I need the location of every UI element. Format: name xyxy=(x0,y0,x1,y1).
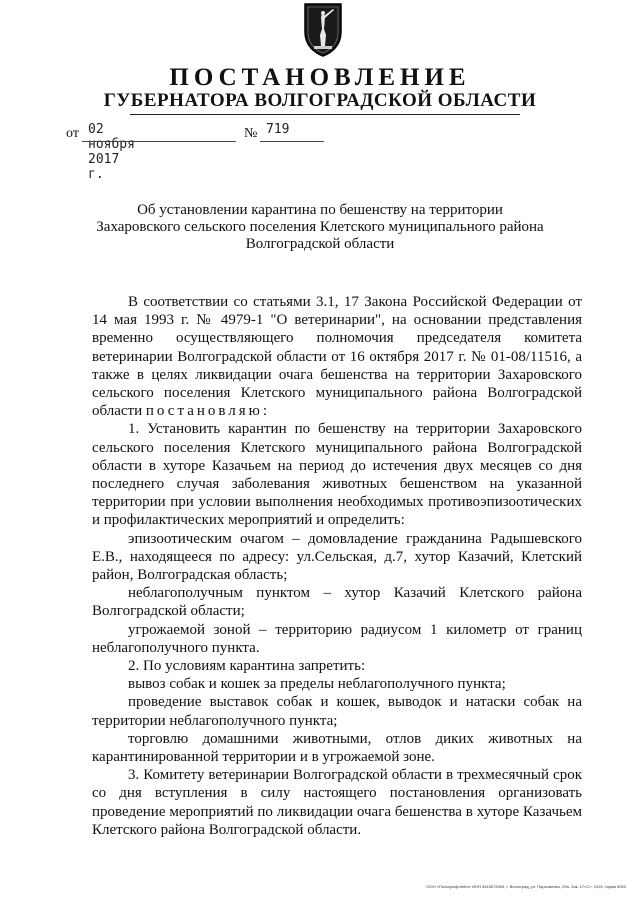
number-label: № xyxy=(244,126,258,141)
resolve-word: постановляю: xyxy=(145,403,271,420)
date-from-label: от xyxy=(66,126,79,141)
clause-2: 2. По условиям карантина запретить: xyxy=(128,658,366,675)
issuer-title: ГУБЕРНАТОРА ВОЛГОГРАДСКОЙ ОБЛАСТИ xyxy=(103,90,537,111)
number-underline xyxy=(260,141,324,142)
clause-1-threatened-zone: угрожаемой зоной – территорию радиусом 1 километр от границ неблагополучного пункта. xyxy=(92,621,582,656)
preamble-text: В соответствии со статьями 3.1, 17 Закона Российской Федерации от 14 мая 1993 г. № 4979-1 "О ветеринарии", на основании представления временно осуществляющего полномочия председателя комитета ветеринарии Волгоградской области от 16 октября 2017 г. № 01-08/11516, а также в целях ликвидации очага бешенства на территории Захаровского сельского поселения Клетского муниципального района Волгоградской области xyxy=(92,294,582,420)
clause-1-epizootic-focus: эпизоотическим очагом – домовладение гражданина Радышевского Е.В., находящееся по адресу: ул.Сельская, д.7, хутор Казачий, Клетский район, Волгоградская область; xyxy=(92,530,582,584)
subject-line: Об установлении карантина по бешенству на территории xyxy=(137,202,503,218)
date-underline xyxy=(82,141,236,142)
subject-line: Захаровского сельского поселения Клетского муниципального района xyxy=(96,219,544,235)
volgograd-coat-of-arms-icon xyxy=(303,2,343,58)
clause-2-trade-ban: торговлю домашними животными, отлов диких животных на карантинированной территории и в угрожаемой зоне. xyxy=(92,730,582,766)
clause-3: 3. Комитету ветеринарии Волгоградской области в трехмесячный срок со дня вступления в силу настоящего постановления организовать проведение мероприятий по ликвидации очага бешенства в хуторе Казачьем Клетского района Волгоградской области. xyxy=(92,767,582,838)
document-date: 02 ноября 2017 г. xyxy=(88,122,135,182)
header-divider xyxy=(130,114,520,115)
clause-1-unfavorable-point: неблагополучным пунктом – хутор Казачий Клетского района Волгоградской области; xyxy=(92,585,582,620)
document-subject xyxy=(80,202,560,253)
clause-2-export-ban: вывоз собак и кошек за пределы неблагополучного пункта; xyxy=(128,676,506,693)
clause-1: 1. Установить карантин по бешенству на территории Захаровского сельского поселения Клетского муниципального района Волгоградской области в хуторе Казачьем на период до истечения двух месяцев со дня последнего случая заболевания животных бешенством на указанной территории при условии выполнения необходимых противоэпизоотических и профилактических мероприятий и определить: xyxy=(92,421,582,529)
document-number: 719 xyxy=(266,122,290,137)
document-title: ПОСТАНОВЛЕНИЕ xyxy=(169,64,471,91)
preamble-paragraph xyxy=(92,293,582,420)
clause-2-exhibitions-ban: проведение выставок собак и кошек, выводок и натаски собак на территории неблагополучного пункта; xyxy=(92,694,582,729)
print-imprint: ООО «Полиграф-ИнКо» ИНН 3443073399, г. Волгоград, ул. Пархоменко, 29а. Зак. 17«С», 2015, тираж 5000 xyxy=(426,884,626,889)
subject-line: Волгоградской области xyxy=(245,236,395,252)
document-body xyxy=(92,293,582,839)
